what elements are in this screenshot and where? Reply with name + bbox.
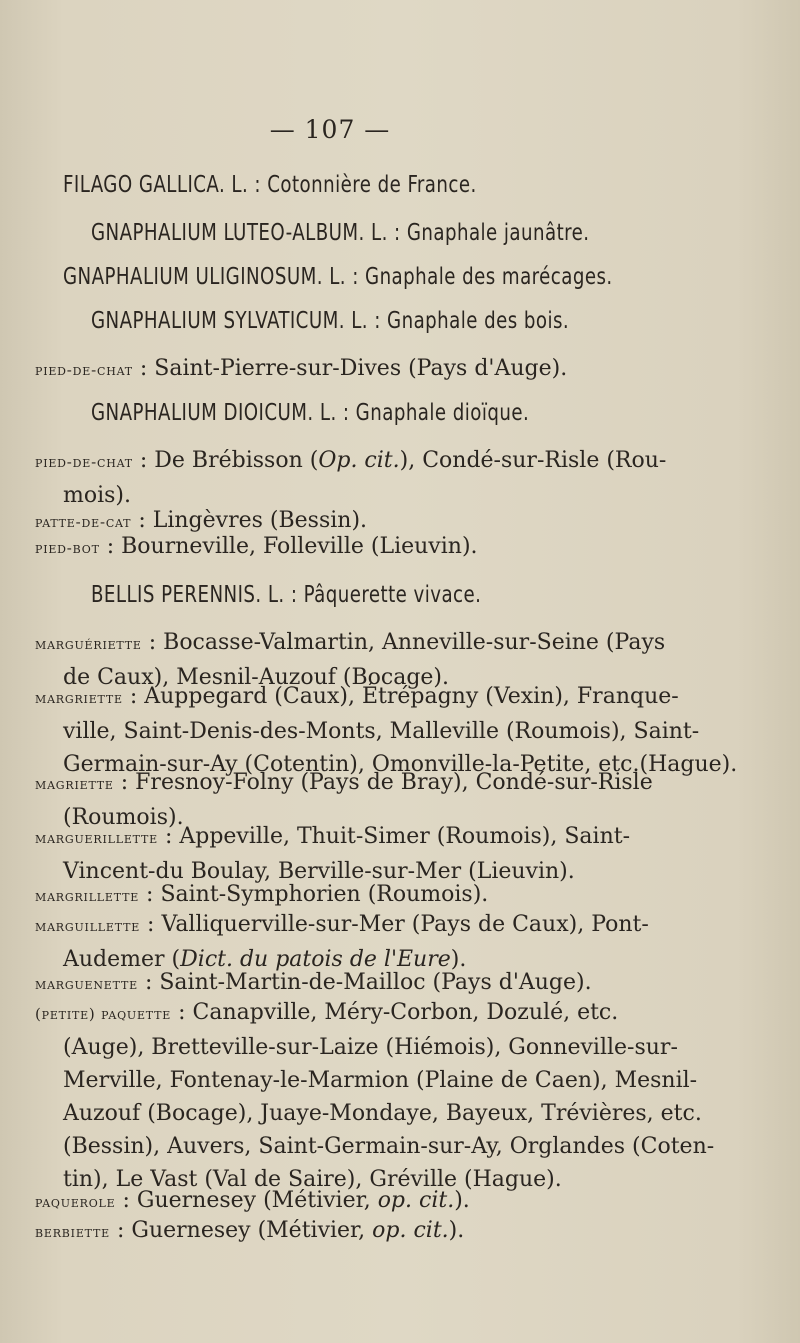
- citation: Op. cit.: [318, 448, 400, 473]
- entry-margriette: margriette : Auppegard (Caux), Étrépagny (Vexin), Franque- ville, Saint-Denis-des-Monts, Malleville (Roumois), Saint- Germain-sur-Ay (Cotentin), Omonville-la-Petite, etc.(Hague).: [35, 684, 738, 777]
- vernacular-name: marguillette: [35, 917, 141, 935]
- entry-petite-paquette: (petite) paquette : Canapville, Méry-Corbon, Dozulé, etc. (Auge), Bretteville-sur-Laize (Hiémois), Gonneville-sur- Merville, Fontenay-le-Marmion (Plaine de Caen), Mesnil- Auzouf (Bocage), Juaye-Mondaye, Bayeux, Trévières, etc. (Bessin), Auvers, Saint-Germain-sur-Ay, Orglandes (Coten- tin), Le Vast (Val de Saire), Gréville (Hague).: [35, 1000, 715, 1192]
- entry-magriette: magriette : Fresnoy-Folny (Pays de Bray), Condé-sur-Risle (Roumois).: [35, 770, 653, 830]
- vernacular-name: margriette: [35, 689, 123, 707]
- citation: Dict. du patois de l'Eure: [180, 947, 451, 972]
- vernacular-name: patte-de-cat: [35, 513, 132, 531]
- heading-gnaphalium-sylvaticum: GNAPHALIUM SYLVATICUM. L. : Gnaphale des bois.: [91, 308, 570, 334]
- entry-paquerole: paquerole : Guernesey (Métivier, op. cit.).: [35, 1188, 470, 1213]
- citation: op. cit.: [377, 1188, 455, 1213]
- heading-gnaphalium-luteo-album: GNAPHALIUM LUTEO-ALBUM. L. : Gnaphale jaunâtre.: [91, 220, 590, 246]
- locations: : Saint-Pierre-sur-Dives (Pays d'Auge).: [132, 356, 568, 381]
- entry-marguenette: marguenette : Saint-Martin-de-Mailloc (Pays d'Auge).: [35, 970, 592, 995]
- entry-margrillette: margrillette : Saint-Symphorien (Roumois).: [35, 882, 489, 907]
- entry-pied-de-chat-1: [0, 352, 800, 387]
- page-number: — 107 —: [269, 115, 391, 144]
- entry-pied-de-chat-2: pied-de-chat : De Brébisson (Op. cit.), Condé-sur-Risle (Rou- mois).: [35, 448, 667, 508]
- heading-filago-gallica: FILAGO GALLICA. L. : Cotonnière de France.: [63, 172, 477, 198]
- vernacular-name: pied-de-chat: [35, 453, 133, 471]
- entry-marguerillette: marguerillette : Appeville, Thuit-Simer (Roumois), Saint- Vincent-du Boulay, Berville-sur-Mer (Lieuvin).: [35, 824, 631, 884]
- vernacular-name: berbiette: [35, 1223, 110, 1241]
- vernacular-name: pied-de-chat: [35, 361, 133, 379]
- vernacular-name: marguenette: [35, 975, 138, 993]
- vernacular-name: paquerole: [35, 1193, 116, 1211]
- entry-patte-de-cat: patte-de-cat : Lingèvres (Bessin).: [35, 508, 368, 533]
- heading-bellis-perennis: BELLIS PERENNIS. L. : Pâquerette vivace.: [91, 582, 482, 608]
- vernacular-name: margrillette: [35, 887, 140, 905]
- vernacular-name: magriette: [35, 775, 114, 793]
- entry-berbiette: berbiette : Guernesey (Métivier, op. cit.).: [35, 1218, 465, 1243]
- vernacular-name: pied-bot: [35, 539, 100, 557]
- entry-pied-bot: pied-bot : Bourneville, Folleville (Lieuvin).: [35, 534, 478, 559]
- vernacular-name: marguerillette: [35, 829, 158, 847]
- heading-gnaphalium-uliginosum: GNAPHALIUM ULIGINOSUM. L. : Gnaphale des marécages.: [63, 264, 613, 290]
- vernacular-name: marguériette: [35, 635, 142, 653]
- entry-margueriette: marguériette : Bocasse-Valmartin, Anneville-sur-Seine (Pays de Caux), Mesnil-Auzouf (Bocage).: [35, 630, 666, 690]
- citation: op. cit.: [372, 1218, 449, 1243]
- heading-gnaphalium-dioicum: GNAPHALIUM DIOICUM. L. : Gnaphale dioïque.: [91, 400, 530, 426]
- vernacular-name: (petite) paquette: [35, 1005, 172, 1023]
- entry-marguillette: marguillette : Valliquerville-sur-Mer (Pays de Caux), Pont- Audemer (Dict. du patois de l'Eure).: [35, 912, 649, 972]
